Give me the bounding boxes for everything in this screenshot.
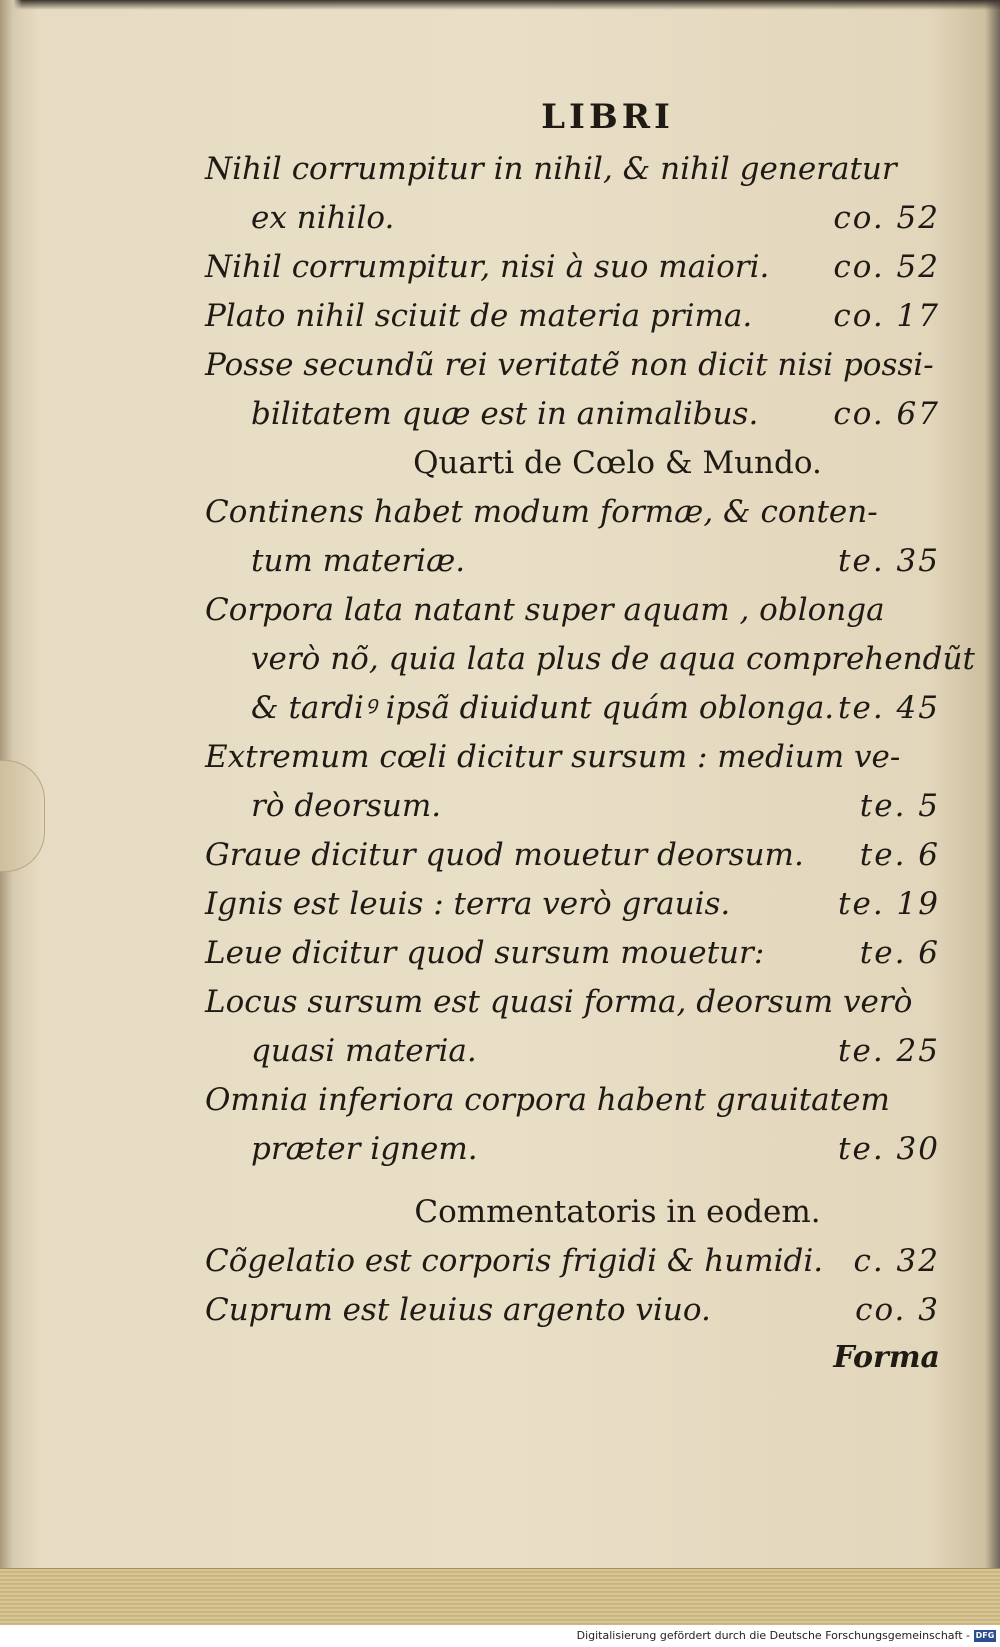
entry-text: Leue dicitur quod sursum mouetur:: [205, 935, 765, 971]
entry-line: [205, 831, 940, 880]
section-heading-quarti: Quarti de Cœlo & Mundo.: [413, 445, 822, 481]
footer-credit: Digitalisierung gefördert durch die Deutsche Forschungsgemeinschaft -: [576, 1629, 970, 1642]
entry-line: [205, 537, 940, 586]
entry-line: [205, 586, 940, 635]
entry-reference: te. 30: [838, 1131, 940, 1167]
index-entry: [205, 1286, 940, 1335]
page-fore-edge: [0, 1568, 1000, 1625]
entry-text: bilitatem quæ est in animalibus.: [251, 396, 759, 432]
entry-text: verò nõ, quia lata plus de aqua comprehendũt: [251, 641, 975, 677]
entry-reference: te. 35: [838, 543, 940, 579]
entry-line: [205, 1286, 940, 1335]
top-edge: [0, 0, 1000, 10]
index-entry: [205, 488, 940, 586]
index-entry: [205, 880, 940, 929]
entry-text: Continens habet modum formæ, & conten-: [205, 494, 878, 530]
entry-line: [205, 1076, 940, 1125]
entry-text: ex nihilo.: [251, 200, 395, 236]
entry-reference: te. 25: [838, 1033, 940, 1069]
entry-reference: te. 6: [859, 837, 940, 873]
entry-line: [205, 929, 940, 978]
page-clip: [0, 760, 45, 872]
entry-line: [205, 194, 940, 243]
entry-text: & tardiꝰ ipsã diuidunt quám oblonga.: [251, 690, 835, 726]
entry-text: Extremum cœli dicitur sursum : medium ve-: [205, 739, 901, 775]
dfg-logo-icon: DFG: [975, 1631, 995, 1640]
entry-line: [205, 635, 975, 684]
entry-line: [205, 1027, 940, 1076]
entry-line: [205, 488, 940, 537]
entry-text: Nihil corrumpitur in nihil, & nihil generatur: [205, 151, 897, 187]
entry-line: [205, 341, 940, 390]
entry-reference: co. 3: [855, 1292, 940, 1328]
entry-reference: te. 5: [859, 788, 940, 824]
entry-line: [205, 978, 940, 1027]
entry-line: [205, 1237, 940, 1286]
entry-text: Locus sursum est quasi forma, deorsum verò: [205, 984, 913, 1020]
digitization-footer: [0, 1625, 1000, 1647]
entry-text: Posse secundũ rei veritatẽ non dicit nisi possi-: [205, 347, 934, 383]
entry-reference: te. 19: [838, 886, 940, 922]
entry-line: [205, 880, 940, 929]
index-entry: [205, 341, 940, 439]
entry-line: [205, 243, 940, 292]
entry-text: Plato nihil sciuit de materia prima.: [205, 298, 753, 334]
index-entry: [205, 929, 940, 978]
entry-line: [205, 292, 940, 341]
catchword: Forma: [833, 1340, 940, 1375]
entry-text: Corpora lata natant super aquam , oblonga: [205, 592, 885, 628]
entry-line: [205, 390, 940, 439]
entry-reference: co. 67: [833, 396, 940, 432]
entry-reference: co. 17: [833, 298, 940, 334]
entry-text: quasi materia.: [251, 1033, 477, 1069]
entry-reference: co. 52: [833, 200, 940, 236]
entry-reference: te. 45: [838, 690, 940, 726]
index-entry: [205, 145, 940, 243]
entry-line: [205, 684, 940, 733]
index-entry: [205, 831, 940, 880]
entry-line: [205, 145, 940, 194]
entry-text: Cõgelatio est corporis frigidi & humidi.: [205, 1243, 824, 1279]
entry-text: Nihil corrumpitur, nisi à suo maiori.: [205, 249, 770, 285]
entry-text: rò deorsum.: [251, 788, 442, 824]
entry-text: Cuprum est leuius argento viuo.: [205, 1292, 711, 1328]
entry-text: præter ignem.: [251, 1131, 478, 1167]
entry-list-b: [205, 488, 975, 1174]
index-entry: [205, 733, 940, 831]
index-entry: [205, 586, 975, 733]
entry-line: [205, 782, 940, 831]
entry-line: [205, 1125, 940, 1174]
entry-list-c: [205, 1237, 940, 1335]
entry-text: tum materiæ.: [251, 543, 466, 579]
entry-list-a: [205, 145, 940, 439]
index-entry: [205, 292, 940, 341]
index-entry: [205, 243, 940, 292]
index-page: [205, 95, 975, 1381]
entry-reference: c. 32: [853, 1243, 940, 1279]
index-entry: [205, 978, 940, 1076]
index-entry: [205, 1237, 940, 1286]
index-entry: [205, 1076, 940, 1174]
entry-text: Graue dicitur quod mouetur deorsum.: [205, 837, 804, 873]
entry-text: Ignis est leuis : terra verò grauis.: [205, 886, 731, 922]
entry-text: Omnia inferiora corpora habent grauitatem: [205, 1082, 890, 1118]
running-header: LIBRI: [541, 97, 674, 137]
entry-line: [205, 733, 940, 782]
entry-reference: co. 52: [833, 249, 940, 285]
entry-reference: te. 6: [859, 935, 940, 971]
section-heading-commentatoris: Commentatoris in eodem.: [414, 1194, 821, 1230]
